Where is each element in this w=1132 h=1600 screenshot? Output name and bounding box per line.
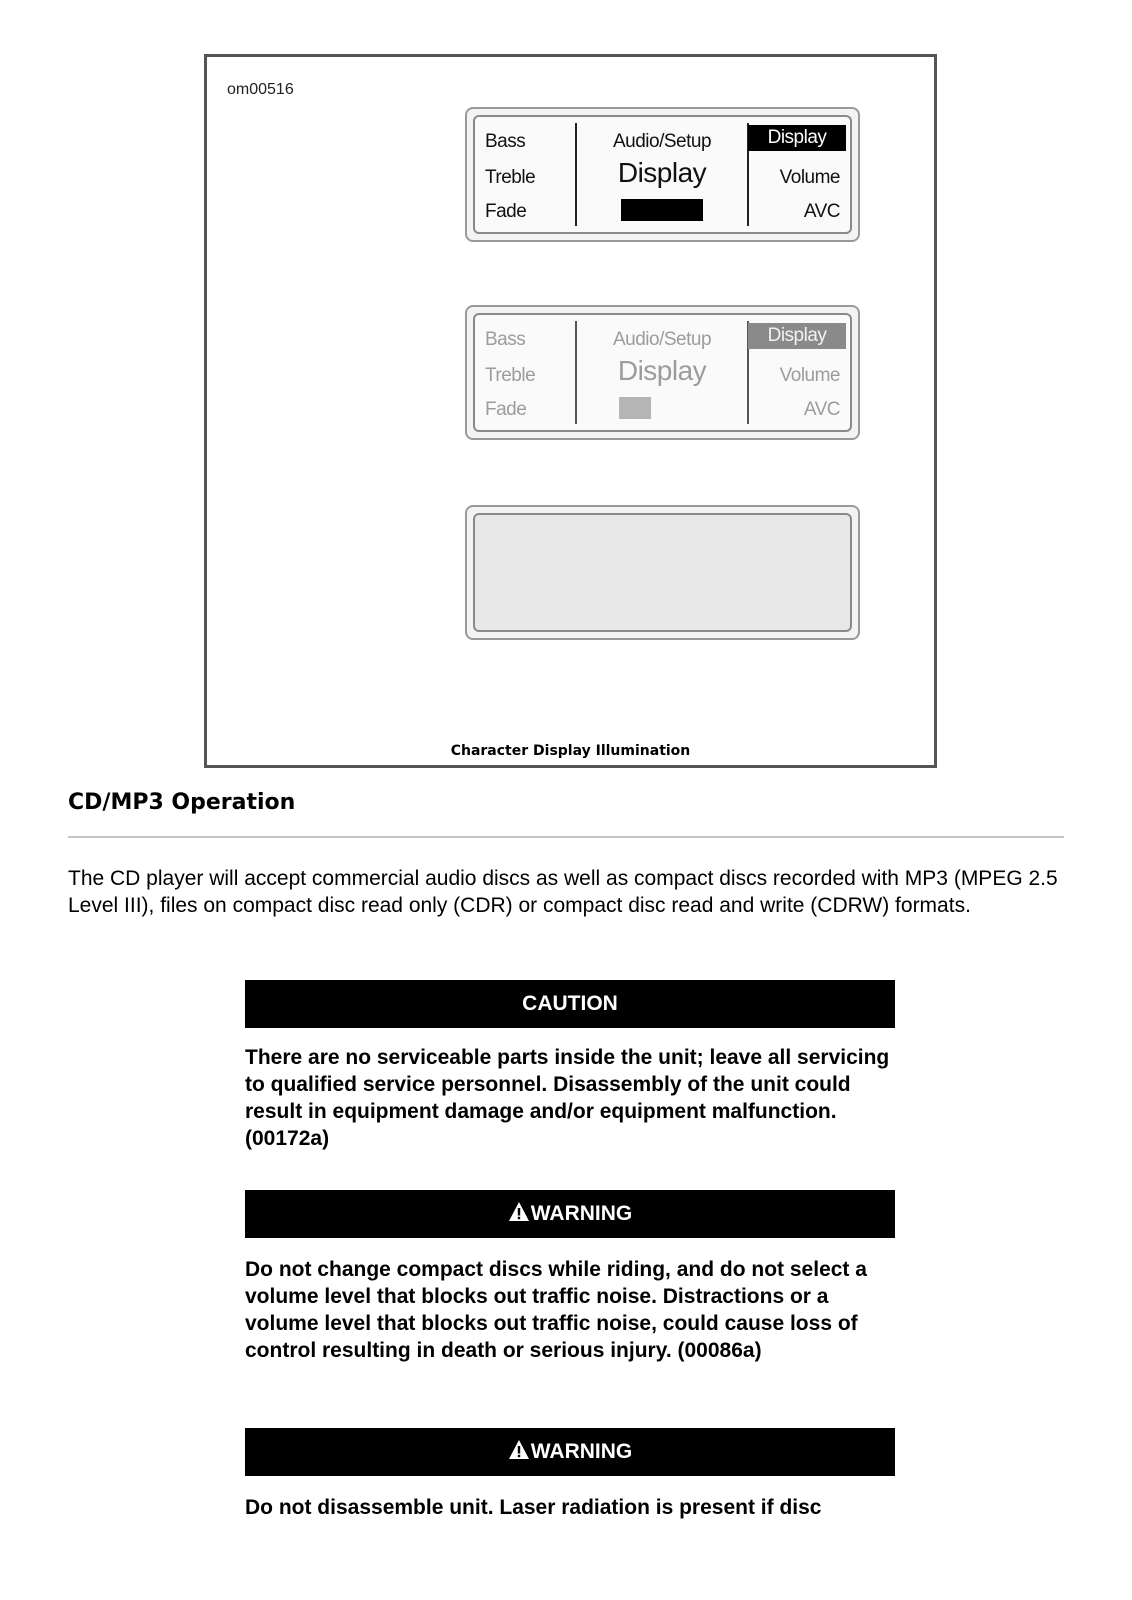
lcd-label-volume: Volume <box>779 167 840 188</box>
lcd-label-fade: Fade <box>485 399 527 420</box>
warning-triangle-icon <box>508 1201 530 1223</box>
lcd-screen <box>473 115 852 234</box>
lcd-panel-illuminated <box>465 107 860 242</box>
lcd-center-value: Display <box>617 157 707 188</box>
lcd-screen <box>473 313 852 432</box>
lcd-level-block <box>621 199 703 221</box>
warning-text: Do not change compact discs while riding, and do not select a volume level that blocks out traffic noise. Distractions or a volume level that blocks out traffic noise, could cause loss of control resulting in death or serious injury. (00086a) <box>245 1258 867 1362</box>
figure-id: om00516 <box>227 81 294 98</box>
lcd-center-title: Audio/Setup <box>612 131 712 152</box>
lcd-label-treble: Treble <box>485 167 536 188</box>
lcd-label-bass: Bass <box>485 329 526 350</box>
lcd-panel-dimmed <box>465 305 860 440</box>
lcd-center-title: Audio/Setup <box>612 329 712 350</box>
caution-label: CAUTION <box>522 992 618 1015</box>
lcd-panel-off <box>465 505 860 640</box>
lcd-screen-blank <box>473 513 852 632</box>
warning-label: WARNING <box>530 1440 633 1463</box>
lcd-label-volume: Volume <box>779 365 840 386</box>
section-divider <box>68 836 1064 838</box>
lcd-label-bass: Bass <box>485 131 526 152</box>
warning-bar <box>245 1190 895 1238</box>
warning-text: Do not disassemble unit. Laser radiation is present if disc <box>245 1496 822 1519</box>
lcd-label-treble: Treble <box>485 365 536 386</box>
lcd-level-block <box>619 397 651 419</box>
warning-label: WARNING <box>530 1202 633 1225</box>
section-heading: CD/MP3 Operation <box>68 790 296 815</box>
warning-triangle-icon <box>508 1439 530 1461</box>
caution-text: There are no serviceable parts inside the unit; leave all servicing to qualified service personnel. Disassembly of the unit could result in equipment damage and/or equipment malfunction. (00172a) <box>245 1046 890 1150</box>
lcd-label-avc: AVC <box>803 201 840 222</box>
lcd-highlight-display: Display <box>748 125 846 151</box>
figure-character-display-illumination <box>204 54 937 768</box>
lcd-center-value: Display <box>617 355 707 386</box>
section-paragraph: The CD player will accept commercial audio discs as well as compact discs recorded with MP3 (MPEG 2.5 Level III), files on compact disc read only (CDR) or compact disc read and write (CDRW) formats. <box>68 867 1058 917</box>
lcd-label-avc: AVC <box>803 399 840 420</box>
lcd-label-fade: Fade <box>485 201 527 222</box>
lcd-highlight-display: Display <box>748 323 846 349</box>
warning-bar <box>245 1428 895 1476</box>
figure-caption: Character Display Illumination <box>450 743 691 759</box>
caution-bar <box>245 980 895 1028</box>
